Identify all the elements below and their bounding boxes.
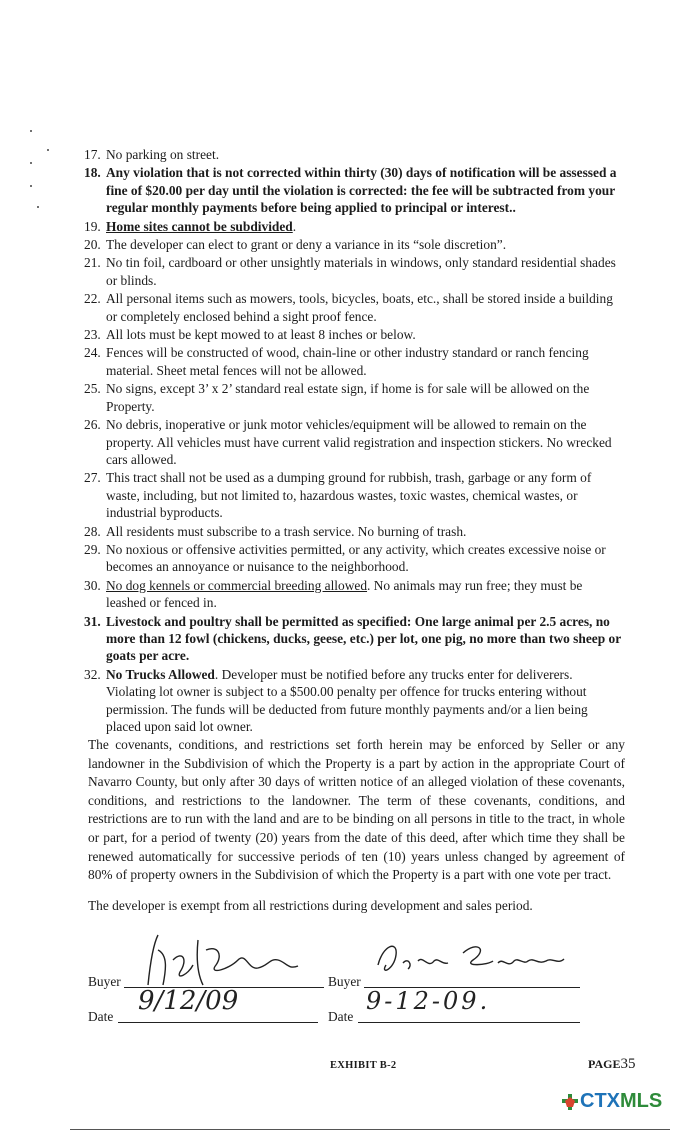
rule-text: [106, 218, 624, 235]
rule-number: 28.: [84, 523, 101, 539]
rule-text-part: No dog kennels or commercial breeding allowed: [106, 577, 368, 593]
rule-item: [84, 344, 624, 379]
rule-text: [106, 523, 624, 540]
rule-text: [106, 146, 624, 163]
buyer2-date-field: [328, 987, 588, 1025]
rule-text-part: No noxious or offensive activities permitted, or any activity, which creates excessive noise or becomes an annoyance or nuisance to the neighborhood.: [106, 541, 606, 575]
rule-text-part: No debris, inoperative or junk motor vehicles/equipment will be allowed to remain on the property. All vehicles must have current valid registration and inspection stickers. No wrecked cars allowed.: [106, 417, 612, 467]
rule-text-part: Livestock and poultry shall be permitted as specified: One large animal per 2.5 acres, no more than 12 fowl (chickens, ducks, geese, etc.) per lot, one pig, no more than two sheep or goats per acre.: [106, 613, 621, 664]
restrictions-list: [84, 146, 624, 736]
scan-speck: [47, 149, 49, 151]
date-label: Date: [328, 1009, 354, 1024]
rule-item: [84, 541, 624, 576]
rule-item: [84, 146, 624, 163]
rule-text-part: No Trucks Allowed: [106, 666, 215, 682]
rule-number: 32.: [84, 666, 101, 682]
rule-number: 24.: [84, 345, 101, 361]
buyer-label: Buyer: [328, 974, 361, 989]
rule-text-part: All lots must be kept mowed to at least 8 inches or below.: [106, 327, 416, 343]
rule-text: [106, 613, 624, 665]
scan-speck: [30, 185, 32, 187]
page-number: [588, 1056, 635, 1073]
date-label: Date: [88, 1009, 114, 1024]
exhibit-label: EXHIBIT B-2: [330, 1060, 397, 1071]
rule-text: [106, 254, 624, 289]
rule-number: 17.: [84, 147, 101, 162]
rule-text: [106, 344, 624, 379]
rule-number: 22.: [84, 291, 101, 307]
scan-speck: [30, 130, 32, 132]
rule-text: [106, 469, 624, 521]
rule-number: 26.: [84, 417, 101, 433]
rule-text: [106, 416, 624, 468]
rule-text-part: .: [512, 200, 516, 216]
scan-speck: [30, 162, 32, 164]
page-label: PAGE: [588, 1057, 621, 1071]
rule-number: 30.: [84, 577, 101, 593]
page-number-value: 35: [620, 1056, 636, 1072]
rule-text-part: Fences will be constructed of wood, chain-line or other industry standard or ranch fencing material. Sheet metal fences will not be allowed.: [106, 345, 589, 378]
logo-mls: MLS: [620, 1090, 663, 1112]
rule-item: [84, 666, 624, 736]
rule-text: [106, 236, 624, 253]
rule-text-part: No parking on street.: [106, 147, 220, 162]
rule-item: [84, 613, 624, 665]
rule-text-part: All residents must subscribe to a trash service. No burning of trash.: [106, 523, 467, 539]
buyer1-date-text: 9/12/09: [138, 986, 239, 1016]
rule-text-part: .: [292, 218, 297, 234]
rule-number: 27.: [84, 470, 101, 486]
rule-number: 20.: [84, 237, 101, 253]
rule-item: [84, 523, 624, 540]
rule-number: 31.: [84, 613, 101, 629]
rule-text: [106, 577, 624, 612]
rule-item: [84, 290, 624, 325]
ctxmls-logo: [560, 1090, 662, 1113]
rule-text: [106, 380, 624, 415]
texas-star-icon: [560, 1092, 580, 1112]
rule-text-part: No signs, except 3’ x 2’ standard real estate sign, if home is for sale will be allowed on the Property.: [106, 381, 590, 414]
rule-item: [84, 577, 624, 612]
exempt-paragraph: The developer is exempt from all restrictions during development and sales period.: [88, 898, 533, 913]
rule-text: [106, 290, 624, 325]
rule-number: 21.: [84, 255, 101, 271]
rule-text-part: All personal items such as mowers, tools, bicycles, boats, etc., shall be stored inside a building or completely enclosed behind a sight proof fence.: [106, 291, 613, 324]
logo-ctx: CTX: [580, 1090, 620, 1112]
date-line: [118, 1022, 318, 1023]
covenants-paragraph: The covenants, conditions, and restrictions set forth herein may be enforced by Seller or any landowner in the Subdivision of which the Property is a part by action in the appropriate Court of Navarro County, but only after 30 days of written notice of an alleged violation of these covenants, conditions, and restrictions to the landowner. The term of these covenants, conditions, and restrictions are to run with the land and are to be binding on all persons in title to the tract, in whole or part, for a period of twenty (20) years from the date of this deed, after which time they shall be renewed automatically for successive periods of ten (10) years unless changed by agreement of 80% of property owners in the Subdivision of which the Property is a part with one vote per tract.: [88, 737, 625, 883]
buyer2-handwritten-date: [366, 979, 546, 1019]
rule-number: 19.: [84, 218, 101, 234]
rule-text-part: Home sites cannot be subdivided: [106, 218, 293, 234]
rule-number: 18.: [84, 165, 101, 181]
buyer2-handwritten-signature: [368, 935, 598, 985]
rule-item: [84, 416, 624, 468]
rule-item: [84, 236, 624, 253]
rule-text: [106, 326, 624, 343]
rule-item: [84, 254, 624, 289]
rule-item: [84, 218, 624, 235]
rule-text: [106, 666, 624, 736]
rule-number: 29.: [84, 541, 101, 557]
buyer1-date-field: [88, 986, 318, 1025]
date-line: [358, 1022, 580, 1023]
buyer-label: Buyer: [88, 974, 121, 989]
rule-text-part: Any violation that is not corrected within thirty (30) days of notification will be assessed a fine of $20.00 per day until the violation is corrected: the fee will be subtracted from your regular monthly payments before being applied to principal or interest.: [106, 165, 617, 216]
page-bottom-rule: [70, 1129, 670, 1130]
rule-text: [106, 541, 624, 576]
rule-text-part: No tin foil, cardboard or other unsightly materials in windows, only standard residential shades or blinds.: [106, 255, 616, 288]
rule-item: [84, 469, 624, 521]
rule-item: [84, 164, 624, 216]
rule-number: 23.: [84, 327, 101, 343]
rule-text-part: The developer can elect to grant or deny a variance in its “sole discretion”.: [106, 237, 507, 253]
rule-text-part: This tract shall not be used as a dumping ground for rubbish, trash, garbage or any form of waste, including, but not limited to, hazardous wastes, toxic wastes, chemical wastes, or industrial byproducts.: [106, 470, 592, 521]
buyer1-handwritten-date: [138, 979, 298, 1019]
buyer2-date-text: 9-12-09.: [366, 987, 491, 1015]
rule-text-part: . No animals may run free; they must be leashed or fenced in.: [106, 577, 583, 611]
rule-item: [84, 380, 624, 415]
rule-text-part: . Developer must be notified before any trucks enter for deliverers. Violating lot owner is subject to a $500.00 penalty per offence for trucks entering without permission. The funds will be deducted from future monthly payments and/or a lien being placed upon said lot owner.: [106, 666, 588, 734]
scan-speck: [37, 206, 39, 208]
rule-number: 25.: [84, 381, 101, 397]
rule-text: [106, 164, 624, 216]
rule-item: [84, 326, 624, 343]
